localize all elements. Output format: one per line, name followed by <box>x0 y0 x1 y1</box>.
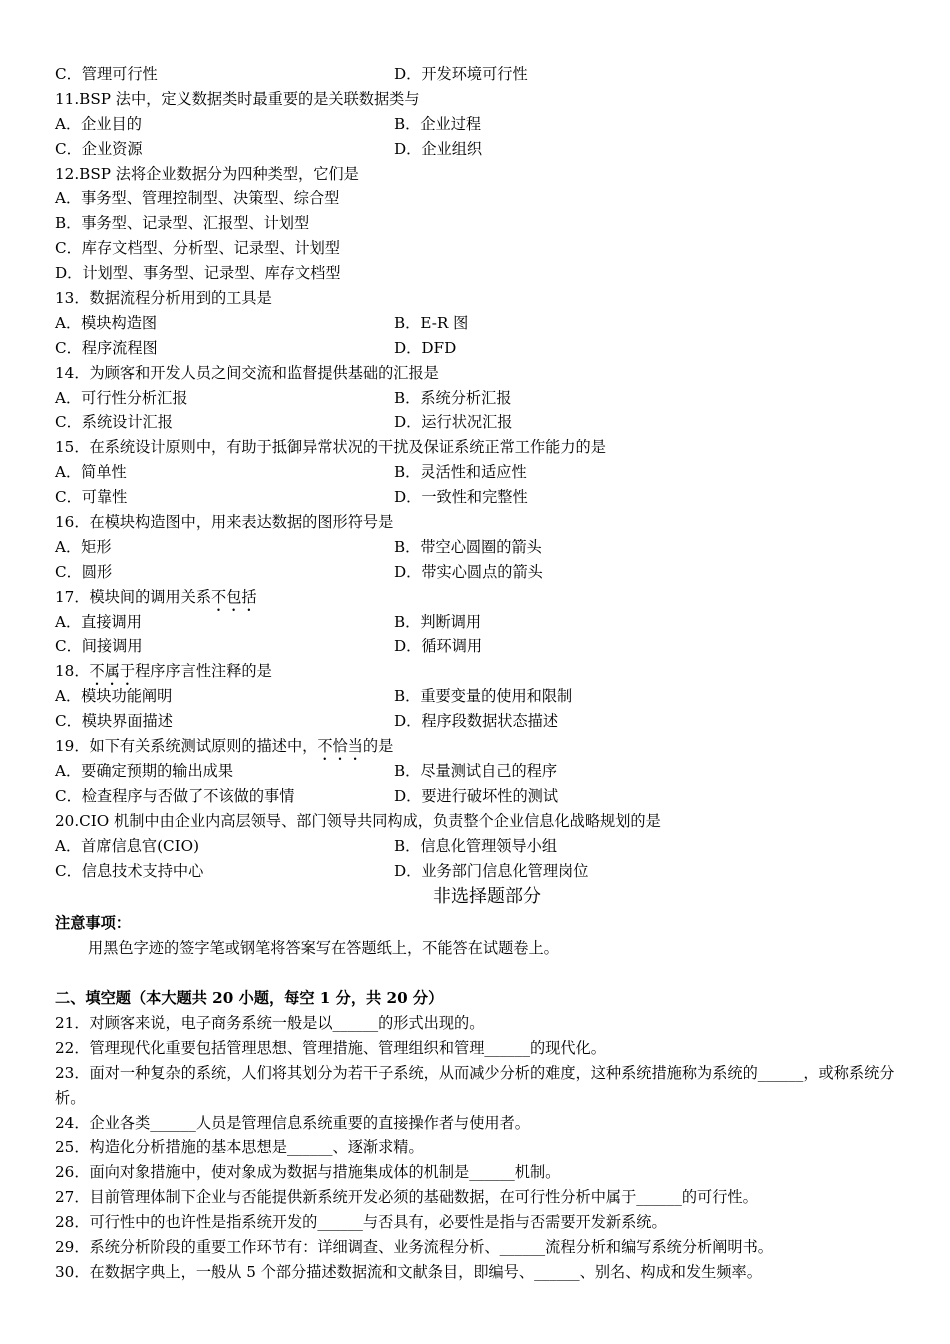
option-c: C．库存文档型、分析型、记录型、计划型 <box>55 239 340 258</box>
option-c: C．模块界面描述 <box>55 712 173 731</box>
option-a: A．首席信息官(CIO) <box>55 836 200 855</box>
option-c: C．信息技术支持中心 <box>55 861 204 880</box>
question-11-options-ab <box>55 112 905 137</box>
question-26: 26．面向对象措施中，使对象成为数据与措施集成体的机制是______机制。 <box>55 1163 561 1182</box>
question-11-stem: 11.BSP 法中，定义数据类时最重要的是关联数据类与 <box>55 89 420 108</box>
option-c: C．系统设计汇报 <box>55 413 173 432</box>
option-c: C．圆形 <box>55 562 113 581</box>
option-a: A．矩形 <box>55 537 112 556</box>
option-d: D．企业组织 <box>394 139 483 158</box>
section-title: 非选择题部分 <box>433 886 541 908</box>
option-a: A．可行性分析汇报 <box>55 388 188 407</box>
question-19-stem <box>55 734 905 759</box>
question-30: 30．在数据字典上，一般从 5 个部分描述数据流和文献条目，即编号、______、别名、构成和发生频率。 <box>55 1263 762 1282</box>
option-a: A．企业目的 <box>55 114 142 133</box>
question-17-options-cd <box>55 634 905 659</box>
question-12-stem: 12.BSP 法将企业数据分为四种类型，它们是 <box>55 164 359 183</box>
option-a: A．模块功能阐明 <box>55 687 173 706</box>
option-d: D．计划型、事务型、记录型、库存文档型 <box>55 264 341 283</box>
question-23: 23．面对一种复杂的系统，人们将其划分为若干子系统，从而减少分析的难度，这种系统措施称为系统的______，或称系统分析。 <box>55 1063 895 1107</box>
option-a: A．模块构造图 <box>55 313 158 332</box>
question-16-stem: 16．在模块构造图中，用来表达数据的图形符号是 <box>55 513 394 532</box>
question-15-options-cd <box>55 485 905 510</box>
option-a: A．简单性 <box>55 463 127 482</box>
question-22: 22．管理现代化重要包括管理思想、管理措施、管理组织和管理______的现代化。 <box>55 1038 606 1057</box>
notice-text: 用黑色字迹的签字笔或钢笔将答案写在答题纸上，不能答在试题卷上。 <box>88 939 559 958</box>
notice-label: 注意事项： <box>55 914 131 933</box>
question-10-options-cd <box>55 62 905 87</box>
option-c: C．可靠性 <box>55 488 128 507</box>
question-13-options-ab <box>55 311 905 336</box>
option-a: A．事务型、管理控制型、决策型、综合型 <box>55 189 340 208</box>
question-28: 28．可行性中的也许性是指系统开发的______与否具有，必要性是指与否需要开发新系统。 <box>55 1213 667 1232</box>
question-11-options-cd <box>55 137 905 162</box>
question-19-options-cd <box>55 784 905 809</box>
question-20-options-ab <box>55 834 905 859</box>
question-14-stem: 14．为顾客和开发人员之间交流和监督提供基础的汇报是 <box>55 363 439 382</box>
option-a: A．直接调用 <box>55 612 142 631</box>
question-14-options-cd <box>55 410 905 435</box>
option-c: C．企业资源 <box>55 139 143 158</box>
option-b: B．系统分析汇报 <box>394 388 512 407</box>
option-b: B．信息化管理领导小组 <box>394 836 558 855</box>
question-13-stem: 13．数据流程分析用到的工具是 <box>55 289 272 308</box>
option-b: B．企业过程 <box>394 114 482 133</box>
question-16-options-cd <box>55 560 905 585</box>
question-21: 21．对顾客来说，电子商务系统一般是以______的形式出现的。 <box>55 1013 485 1032</box>
option-b: B．E-R 图 <box>394 313 469 332</box>
option-c: C．间接调用 <box>55 637 143 656</box>
question-20-stem: 20.CIO 机制中由企业内高层领导、部门领导共同构成，负责整个企业信息化战略规划的是 <box>55 811 661 830</box>
question-17-stem <box>55 585 905 610</box>
question-27: 27．目前管理体制下企业与否能提供新系统开发必须的基础数据，在可行性分析中属于______的可行性。 <box>55 1188 758 1207</box>
emphasis-text: 不包括 <box>211 587 257 606</box>
exam-page <box>55 62 905 1285</box>
option-c: C．程序流程图 <box>55 338 158 357</box>
option-d: D．循环调用 <box>394 637 483 656</box>
option-b: B．灵活性和适应性 <box>394 463 527 482</box>
spacer <box>55 961 905 986</box>
option-d: D．DFD <box>394 338 457 357</box>
option-d: D．一致性和完整性 <box>394 488 528 507</box>
option-b: B．带空心圆圈的箭头 <box>394 537 542 556</box>
question-20-options-cd <box>55 859 905 884</box>
option-d: D．程序段数据状态描述 <box>394 712 559 731</box>
question-13-options-cd <box>55 336 905 361</box>
option-b: B．尽量测试自己的程序 <box>394 761 558 780</box>
option-c: C．管理可行性 <box>55 65 158 83</box>
option-d: D．开发环境可行性 <box>394 65 528 83</box>
emphasis-text: 不恰当 <box>317 737 363 756</box>
question-18-options-cd <box>55 709 905 734</box>
question-19-options-ab <box>55 759 905 784</box>
question-17-options-ab <box>55 610 905 635</box>
option-b: B．重要变量的使用和限制 <box>394 687 573 706</box>
question-18-options-ab <box>55 684 905 709</box>
question-15-stem: 15．在系统设计原则中，有助于抵御异常状况的干扰及保证系统正常工作能力的是 <box>55 438 606 457</box>
option-d: D．要进行破坏性的测试 <box>394 786 559 805</box>
stem-text: 19．如下有关系统测试原则的描述中， <box>55 737 318 756</box>
option-a: A．要确定预期的输出成果 <box>55 761 234 780</box>
question-25: 25．构造化分析措施的基本思想是______、逐渐求精。 <box>55 1138 424 1157</box>
option-b: B．判断调用 <box>394 612 482 631</box>
question-14-options-ab <box>55 386 905 411</box>
emphasis-text: 不属于 <box>89 662 136 681</box>
stem-text: 17．模块间的调用关系 <box>55 587 212 606</box>
option-d: D．业务部门信息化管理岗位 <box>394 861 589 880</box>
question-16-options-ab <box>55 535 905 560</box>
part-2-heading: 二、填空题（本大题共 20 小题，每空 1 分，共 20 分） <box>55 989 444 1008</box>
option-d: D．带实心圆点的箭头 <box>394 562 543 581</box>
question-15-options-ab <box>55 460 905 485</box>
option-d: D．运行状况汇报 <box>394 413 513 432</box>
stem-text: 的是 <box>362 737 394 756</box>
question-24: 24．企业各类______人员是管理信息系统重要的直接操作者与使用者。 <box>55 1113 530 1132</box>
question-18-stem <box>55 659 905 684</box>
option-c: C．检查程序与否做了不该做的事情 <box>55 786 295 805</box>
stem-text: 程序序言性注释的是 <box>135 662 272 681</box>
question-29: 29．系统分析阶段的重要工作环节有：详细调查、业务流程分析、______流程分析和编写系统分析阐明书。 <box>55 1238 773 1257</box>
option-b: B．事务型、记录型、汇报型、计划型 <box>55 214 310 233</box>
stem-text: 18． <box>55 662 90 681</box>
